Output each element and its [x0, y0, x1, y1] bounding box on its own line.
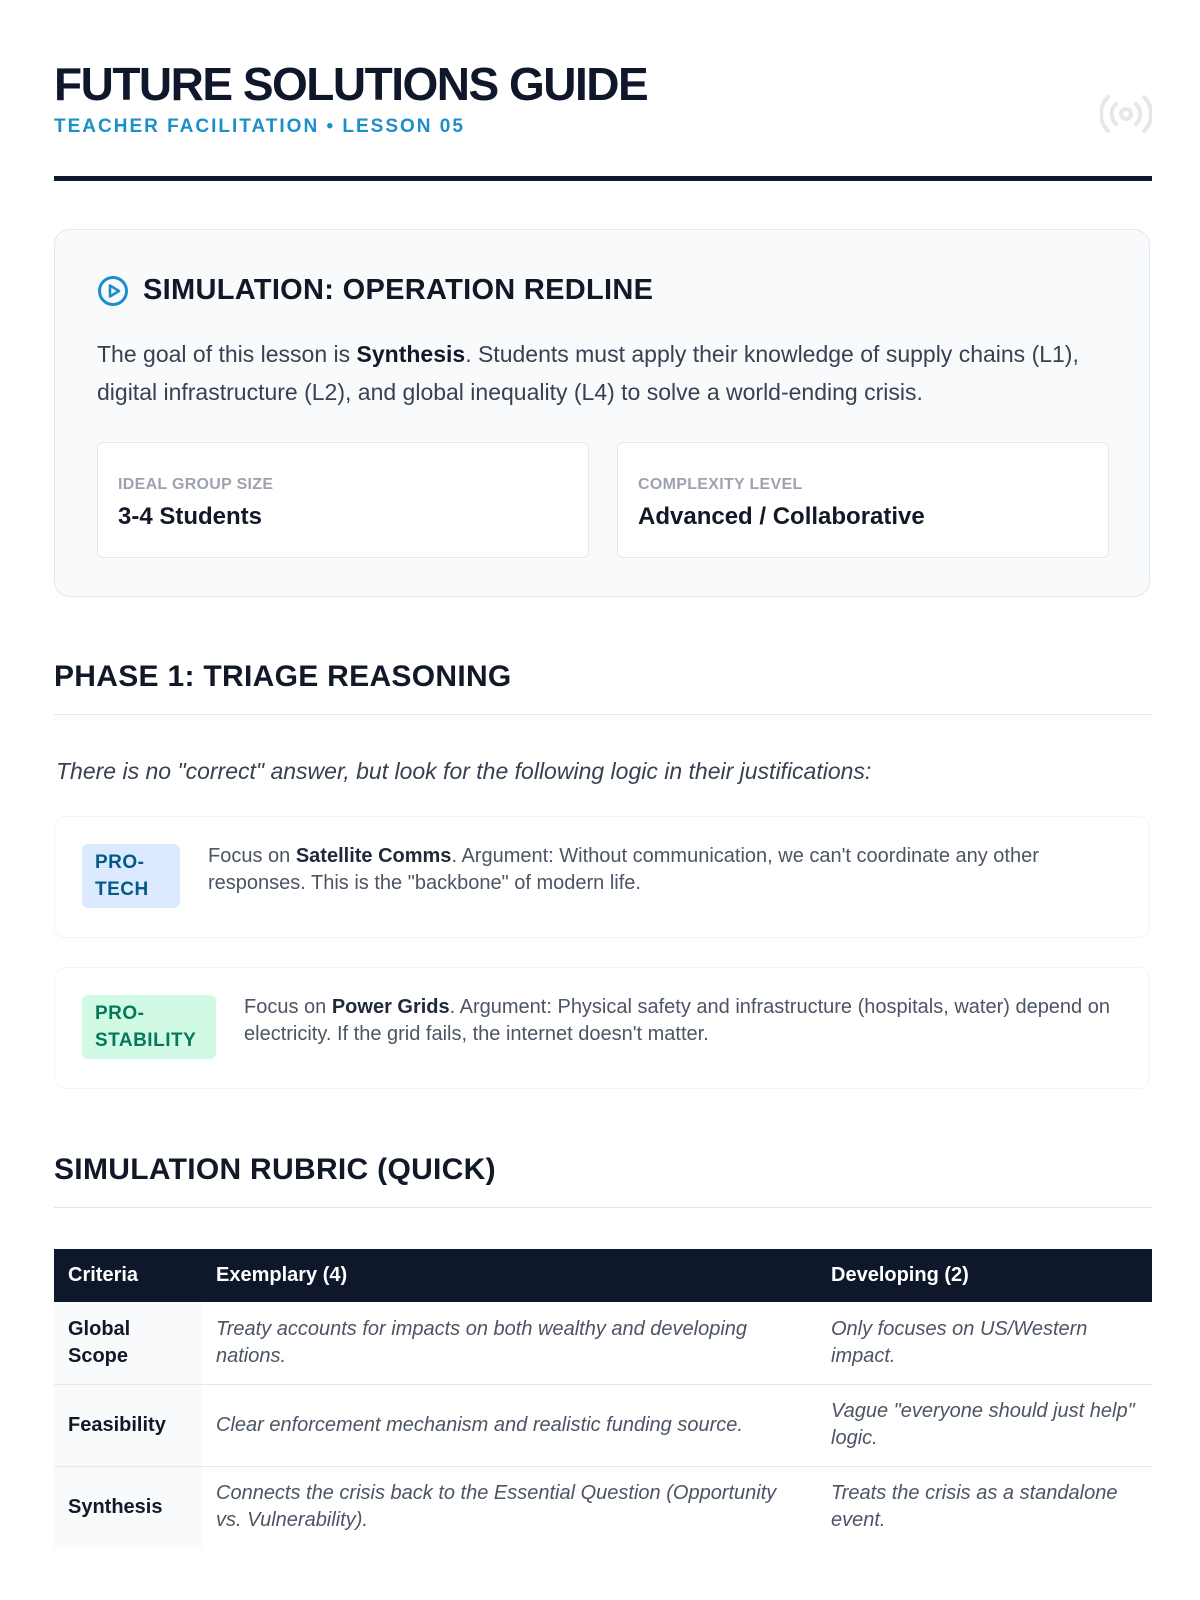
rubric-table — [54, 1249, 1152, 1548]
exemplary-cell: Treaty accounts for impacts on both wealthy and developing nations. — [202, 1302, 817, 1384]
argument-text-stability — [244, 994, 1114, 1048]
developing-cell: Vague "everyone should just help" logic. — [817, 1384, 1152, 1466]
page-title: FUTURE SOLUTIONS GUIDE — [54, 58, 648, 110]
phase1-title: PHASE 1: TRIAGE REASONING — [54, 660, 1152, 715]
page-subtitle: TEACHER FACILITATION • LESSON 05 — [54, 116, 465, 137]
page-header — [54, 58, 1152, 181]
argument-card-tech — [54, 816, 1150, 938]
argument-text-rest: . Argument: Without communication, we can't coordinate any other responses. This is the "backbone" of modern life. — [208, 845, 1039, 894]
broadcast-icon — [1100, 94, 1152, 134]
table-header-row — [54, 1249, 1152, 1302]
developing-cell: Only focuses on US/Western impact. — [817, 1302, 1152, 1384]
argument-text: Focus on — [208, 845, 296, 867]
argument-card-stability — [54, 967, 1150, 1089]
complexity-label: COMPLEXITY LEVEL — [638, 476, 803, 493]
group-size-label: IDEAL GROUP SIZE — [118, 476, 274, 493]
play-circle-icon — [97, 275, 129, 307]
simulation-description — [97, 335, 1107, 411]
criteria-cell: Feasibility — [54, 1384, 202, 1466]
criteria-cell: Synthesis — [54, 1466, 202, 1548]
developing-cell: Treats the crisis as a standalone event. — [831, 1482, 1118, 1532]
pro-tech-badge: PRO-TECH — [82, 844, 180, 908]
argument-focus: Power Grids — [331, 996, 450, 1018]
column-header-exemplary: Exemplary (4) — [202, 1249, 817, 1302]
complexity-box — [617, 442, 1109, 558]
argument-focus: Satellite Comms — [295, 845, 452, 867]
exemplary-cell: Clear enforcement mechanism and realistic funding source. — [202, 1384, 817, 1466]
phase1-intro: There is no "correct" answer, but look for the following logic in their justifications: — [56, 758, 872, 784]
argument-text-tech — [208, 843, 1118, 897]
argument-text: Focus on — [244, 996, 332, 1018]
argument-text-rest: . Argument: Physical safety and infrastructure (hospitals, water) depend on electricity. If the grid fails, the internet doesn't matter. — [244, 996, 1110, 1045]
column-header-developing: Developing (2) — [817, 1249, 1152, 1302]
criteria-cell: Global Scope — [54, 1302, 202, 1384]
description-emphasis: Synthesis — [356, 341, 466, 367]
table-row — [54, 1384, 1152, 1466]
column-header-criteria: Criteria — [54, 1249, 202, 1302]
simulation-title: SIMULATION: OPERATION REDLINE — [143, 274, 654, 306]
table-row — [54, 1302, 1152, 1384]
rubric-title: SIMULATION RUBRIC (QUICK) — [54, 1153, 1152, 1208]
exemplary-cell: Connects the crisis back to the Essential Question (Opportunity vs. Vulnerability). — [216, 1482, 777, 1532]
complexity-value: Advanced / Collaborative — [638, 503, 925, 530]
table-row — [54, 1466, 1152, 1548]
simulation-heading — [97, 274, 653, 307]
simulation-card — [54, 229, 1150, 597]
pro-stability-badge: PRO-STABILITY — [82, 995, 216, 1059]
description-text-rest: . Students must apply their knowledge of supply chains (L1), digital infrastructure (L2), and global inequality (L4) to solve a world-ending crisis. — [97, 341, 1079, 405]
group-size-value: 3-4 Students — [118, 503, 263, 530]
description-text: The goal of this lesson is — [97, 341, 357, 367]
group-size-box — [97, 442, 589, 558]
